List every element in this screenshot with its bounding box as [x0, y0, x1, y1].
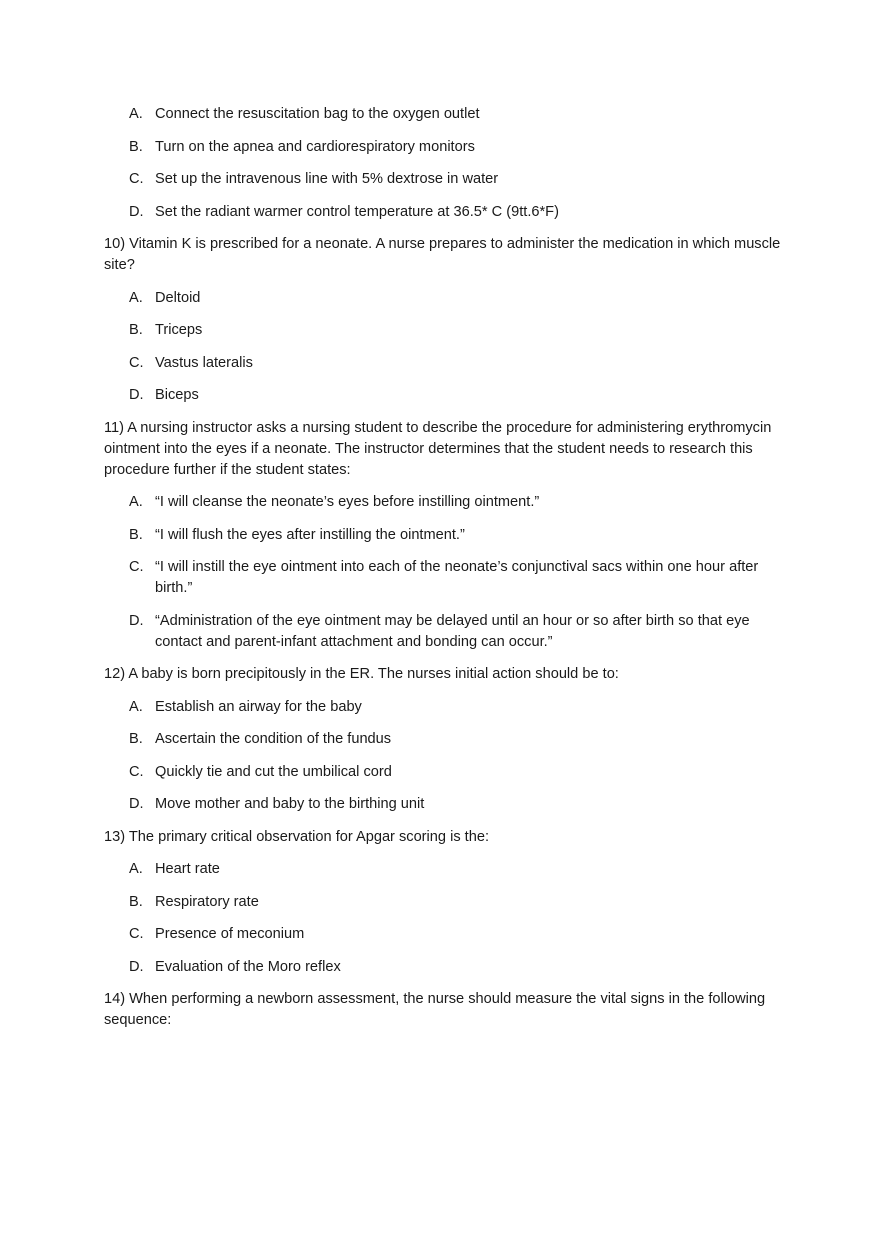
option-c [104, 169, 784, 190]
option-text: Respiratory rate [155, 893, 259, 910]
option-list [104, 697, 784, 816]
option-letter: C. [129, 559, 144, 575]
option-list [104, 492, 784, 653]
option-a [104, 288, 784, 309]
option-letter: B. [129, 893, 143, 910]
question-stem: 14) When performing a newborn assessment, the nurse should measure the vital signs in the following sequence: [104, 991, 766, 1028]
option-text: Ascertain the condition of the fundus [155, 731, 392, 747]
option-letter: B. [129, 138, 143, 155]
question-stem: 10) Vitamin K is prescribed for a neonate. A nurse prepares to administer the medication in which muscle site? [104, 236, 781, 273]
option-c [104, 557, 784, 599]
option-text: “I will flush the eyes after instilling the ointment.” [155, 526, 465, 543]
option-c [104, 762, 784, 783]
option-letter: C. [129, 763, 144, 780]
question-stem: 12) A baby is born precipitously in the ER. The nurses initial action should be to: [104, 666, 619, 682]
option-text: Evaluation of the Moro reflex [155, 958, 341, 975]
option-letter: A. [129, 289, 143, 306]
option-text: “Administration of the eye ointment may be delayed until an hour or so after birth so that eye contact and parent-infant attachment and bonding can occur.” [155, 612, 750, 650]
option-letter: A. [129, 106, 143, 122]
option-a [104, 104, 784, 125]
option-letter: A. [129, 698, 143, 715]
option-text: Deltoid [155, 289, 201, 306]
option-text: Set up the intravenous line with 5% dextrose in water [155, 171, 499, 187]
option-text: Set the radiant warmer control temperature at 36.5* C (9tt.6*F) [155, 203, 559, 220]
option-list [104, 288, 784, 407]
option-text: Heart rate [155, 861, 220, 877]
option-b [104, 137, 784, 158]
option-letter: B. [129, 322, 143, 338]
option-d [104, 794, 784, 815]
option-a [104, 859, 784, 880]
option-text: Establish an airway for the baby [155, 698, 362, 715]
option-text: Turn on the apnea and cardiorespiratory monitors [155, 138, 475, 155]
option-text: “I will cleanse the neonate’s eyes before instilling ointment.” [155, 494, 540, 510]
option-letter: B. [129, 526, 143, 543]
question-stem: 11) A nursing instructor asks a nursing student to describe the procedure for administering erythromycin ointment into the eyes if a neonate. The instructor determines that the student needs to research this procedure further if the student states: [104, 419, 772, 478]
option-list [104, 859, 784, 978]
option-text: “I will instill the eye ointment into each of the neonate’s conjunctival sacs within one hour after birth.” [155, 559, 759, 596]
option-text: Presence of meconium [155, 926, 305, 942]
option-list [104, 104, 784, 223]
option-d [104, 611, 784, 653]
option-letter: A. [129, 861, 143, 877]
option-letter: C. [129, 354, 144, 371]
option-b [104, 320, 784, 341]
option-d [104, 957, 784, 978]
option-text: Triceps [155, 322, 203, 338]
page-content [104, 104, 784, 1043]
option-c [104, 924, 784, 945]
option-d [104, 385, 784, 406]
option-a [104, 492, 784, 513]
question-stem: 13) The primary critical observation for Apgar scoring is the: [104, 828, 490, 845]
option-text: Vastus lateralis [155, 354, 253, 371]
option-letter: A. [129, 494, 143, 510]
option-letter: D. [129, 796, 144, 812]
option-letter: D. [129, 387, 144, 403]
option-b [104, 525, 784, 546]
option-letter: D. [129, 958, 144, 975]
option-a [104, 697, 784, 718]
option-b [104, 729, 784, 750]
option-c [104, 353, 784, 374]
option-text: Move mother and baby to the birthing unit [155, 796, 425, 812]
option-letter: C. [129, 171, 144, 187]
option-text: Quickly tie and cut the umbilical cord [155, 763, 392, 780]
option-d [104, 202, 784, 223]
option-b [104, 892, 784, 913]
option-letter: C. [129, 926, 144, 942]
option-text: Biceps [155, 387, 199, 403]
option-text: Connect the resuscitation bag to the oxygen outlet [155, 106, 480, 122]
option-letter: D. [129, 203, 144, 220]
option-letter: D. [129, 612, 144, 629]
option-letter: B. [129, 731, 143, 747]
